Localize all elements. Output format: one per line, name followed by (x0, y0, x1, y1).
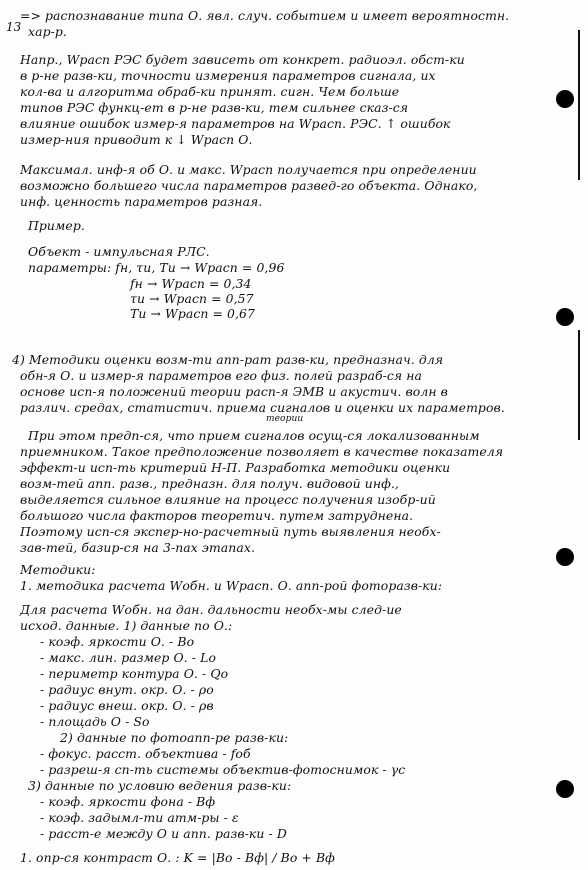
punch-hole (556, 780, 574, 798)
text-line: измер-ния приводит к ↓ Wрасп О. (20, 132, 253, 147)
text-line: - площадь О - Sо (40, 714, 150, 729)
punch-hole (556, 548, 574, 566)
text-line: большого числа факторов теоретич. путем затруднена. (20, 508, 414, 523)
text-line: различ. средах, статистич. приема сигналов и оценки их параметров. (20, 400, 505, 415)
margin-line (578, 30, 580, 180)
text-line: Объект - импульсная РЛС. (28, 244, 210, 259)
text-line: - разреш-я сп-ть системы объектив-фотоснимок - γс (40, 762, 406, 777)
text-line: Для расчета Wобн. на дан. дальности необх-мы след-ие (20, 602, 402, 617)
text-line: основе исп-я положений теории расп-я ЭМВ и акустич. волн в (20, 384, 448, 399)
text-line: τи → Wрасп = 0,57 (130, 291, 254, 306)
text-line: Tи → Wрасп = 0,67 (130, 306, 256, 321)
text-line: 1. методика расчета Wобн. и Wрасп. О. апп-рой фоторазв-ки: (20, 578, 443, 593)
text-line: Напр., Wрасп РЭС будет зависеть от конкрет. радиоэл. обст-ки (20, 52, 465, 67)
margin-number: 13 (6, 20, 22, 34)
text-line: приемником. Такое предположение позволяет в качестве показателя (20, 444, 504, 459)
text-line: типов РЭС функц-ет в р-не разв-ки, тем сильнее сказ-ся (20, 100, 409, 115)
text-line: 4) Методики оценки возм-ти апп-рат разв-ки, предназнач. для (12, 352, 444, 367)
text-line: 1. опр-ся контраст О. : K = |Bо - Bф| / Bо + Bф (20, 850, 335, 865)
text-line: - радиус внут. окр. О. - ρо (40, 682, 214, 697)
text-line: fн → Wрасп = 0,34 (130, 276, 252, 291)
text-line: хар-р. (28, 24, 67, 39)
text-line: 2) данные по фотоапп-ре разв-ки: (60, 730, 289, 745)
text-line: - коэф. яркости О. - Bо (40, 634, 195, 649)
punch-hole (556, 90, 574, 108)
text-line: обн-я О. и измер-я параметров его физ. полей разраб-ся на (20, 368, 423, 383)
text-line: При этом предп-ся, что прием сигналов осущ-ся локализованным (28, 428, 480, 443)
text-line: зав-тей, базир-ся на 3-пах этапах. (20, 540, 255, 555)
text-line: Максимал. инф-я об О. и макс. Wрасп получается при определении (20, 162, 477, 177)
text-line: эффект-и исп-ть критерий Н-П. Разработка методики оценки (20, 460, 451, 475)
text-line: Поэтому исп-ся экспер-но-расчетный путь выявления необх- (20, 524, 441, 539)
text-line: параметры: fн, τи, Tи → Wрасп = 0,96 (28, 260, 285, 275)
text-line: влияние ошибок измер-я параметров на Wрасп. РЭС. ↑ ошибок (20, 116, 451, 131)
text-line: Методики: (20, 562, 96, 577)
text-line: => распознавание типа О. явл. случ. событием и имеет вероятностн. (20, 8, 510, 23)
text-line: возм-тей апп. разв., предназн. для получ. видовой инф., (20, 476, 399, 491)
text-line: - радиус внеш. окр. О. - ρв (40, 698, 214, 713)
text-line: - расст-е между О и апп. разв-ки - D (40, 826, 287, 841)
text-line: Пример. (28, 218, 85, 233)
text-line: теории (266, 414, 304, 424)
punch-hole (556, 308, 574, 326)
text-line: - периметр контура О. - Qо (40, 666, 229, 681)
text-line: - макс. лин. размер О. - Lо (40, 650, 217, 665)
text-line: выделяется сильное влияние на процесс получения изобр-ий (20, 492, 436, 507)
text-line: - коэф. задымл-ти атм-ры - ε (40, 810, 239, 825)
text-line: - фокус. расст. объектива - fоб (40, 746, 251, 761)
text-line: возможно большего числа параметров развед-го объекта. Однако, (20, 178, 478, 193)
text-line: инф. ценность параметров разная. (20, 194, 263, 209)
text-line: исход. данные. 1) данные по О.: (20, 618, 233, 633)
margin-line (578, 330, 580, 440)
text-line: - коэф. яркости фона - Bф (40, 794, 216, 809)
text-line: 3) данные по условию ведения разв-ки: (28, 778, 292, 793)
text-line: кол-ва и алгоритма обраб-ки принят. сигн. Чем больше (20, 84, 400, 99)
text-line: в р-не разв-ки, точности измерения параметров сигнала, их (20, 68, 436, 83)
